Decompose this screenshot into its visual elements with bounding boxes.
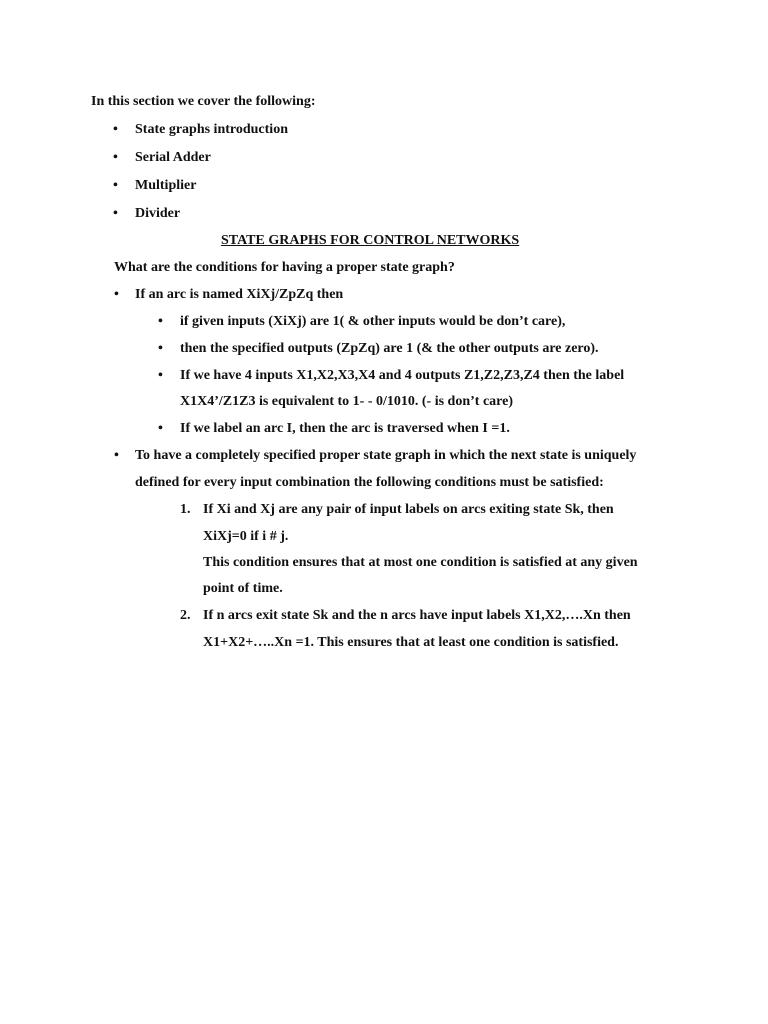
sub-bullet: • [158, 341, 163, 356]
condition-line: If n arcs exit state Sk and the n arcs have input labels X1,X2,….Xn then [203, 608, 631, 623]
arc-subpoint: If we have 4 inputs X1,X2,X3,X4 and 4 outputs Z1,Z2,Z3,Z4 then the label [180, 368, 625, 383]
main-bullet: • [114, 448, 119, 463]
sub-bullet: • [158, 314, 163, 329]
topic-bullet: • [113, 206, 118, 221]
intro-text: In this section we cover the following: [91, 94, 316, 109]
condition-line: XiXj=0 if i # j. [203, 529, 289, 544]
arc-point-text: If an arc is named XiXj/ZpZq then [135, 287, 344, 302]
complete-point-line: To have a completely specified proper state graph in which the next state is uniquely [135, 448, 637, 463]
section-heading: STATE GRAPHS FOR CONTROL NETWORKS [221, 233, 520, 248]
topic-bullet: • [113, 178, 118, 193]
arc-subpoint-continuation: X1X4’/Z1Z3 is equivalent to 1- - 0/1010. (- is don’t care) [180, 394, 513, 409]
arc-subpoint: then the specified outputs (ZpZq) are 1 (& the other outputs are zero). [180, 341, 599, 356]
topic-item: Divider [135, 206, 181, 221]
sub-bullet: • [158, 421, 163, 436]
condition-line: point of time. [203, 581, 283, 596]
topic-bullet: • [113, 122, 118, 137]
condition-line: X1+X2+…..Xn =1. This ensures that at least one condition is satisfied. [203, 635, 619, 650]
sub-bullet: • [158, 368, 163, 383]
main-bullet: • [114, 287, 119, 302]
arc-subpoint: if given inputs (XiXj) are 1( & other inputs would be don’t care), [180, 314, 566, 329]
question-text: What are the conditions for having a proper state graph? [114, 260, 455, 275]
topic-item: Serial Adder [135, 150, 211, 165]
condition-line: This condition ensures that at most one condition is satisfied at any given [203, 555, 638, 570]
complete-point-line: defined for every input combination the following conditions must be satisfied: [135, 475, 604, 490]
topic-bullet: • [113, 150, 118, 165]
topic-item: Multiplier [135, 178, 197, 193]
arc-subpoint: If we label an arc I, then the arc is traversed when I =1. [180, 421, 510, 436]
condition-line: If Xi and Xj are any pair of input labels on arcs exiting state Sk, then [203, 502, 614, 517]
topic-item: State graphs introduction [135, 122, 288, 137]
condition-number: 1. [180, 502, 191, 517]
condition-number: 2. [180, 608, 191, 623]
